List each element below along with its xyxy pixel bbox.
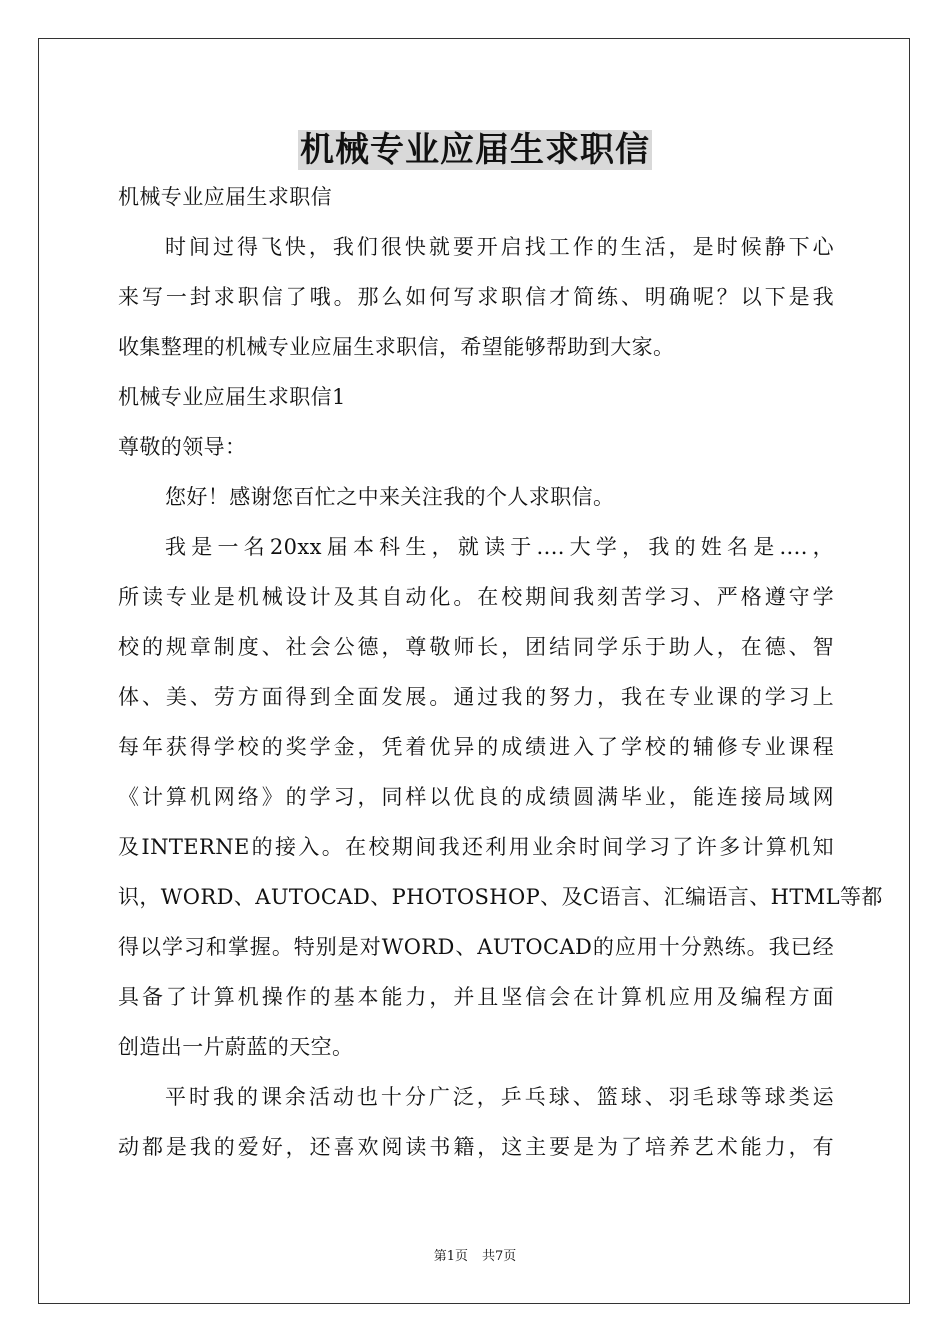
intro-line: 时间过得飞快，我们很快就要开启找工作的生活，是时候静下心 bbox=[165, 235, 834, 259]
paragraph-line: 平时我的课余活动也十分广泛，乒乓球、篮球、羽毛球等球类运 bbox=[165, 1085, 834, 1109]
document-title-text: 机械专业应届生求职信 bbox=[300, 130, 650, 170]
paragraph-line: 所读专业是机械设计及其自动化。在校期间我刻苦学习、严格遵守学 bbox=[118, 585, 834, 609]
intro-line: 收集整理的机械专业应届生求职信，希望能够帮助到大家。 bbox=[118, 335, 675, 359]
page-number: 第1页 bbox=[433, 1249, 468, 1264]
paragraph-line: 我是一名20xx届本科生，就读于....大学，我的姓名是....， bbox=[165, 535, 834, 559]
salutation: 尊敬的领导： bbox=[118, 435, 247, 459]
document-body bbox=[118, 172, 883, 1172]
section-heading: 机械专业应届生求职信1 bbox=[118, 385, 346, 409]
greeting-line: 您好！感谢您百忙之中来关注我的个人求职信。 bbox=[165, 485, 615, 509]
paragraph-line: 动都是我的爱好，还喜欢阅读书籍，这主要是为了培养艺术能力，有 bbox=[118, 1135, 834, 1159]
paragraph-line: 校的规章制度、社会公德，尊敬师长，团结同学乐于助人，在德、智 bbox=[118, 635, 834, 659]
paragraph-line: 得以学习和掌握。特别是对WORD、AUTOCAD的应用十分熟练。我已经 bbox=[118, 935, 834, 959]
paragraph-line: 及INTERNE的接入。在校期间我还利用业余时间学习了许多计算机知 bbox=[118, 835, 834, 859]
page-total: 共7页 bbox=[482, 1249, 517, 1264]
paragraph-line: 体、美、劳方面得到全面发展。通过我的努力，我在专业课的学习上 bbox=[118, 685, 834, 709]
page-footer bbox=[0, 1248, 950, 1266]
paragraph-line: 每年获得学校的奖学金，凭着优异的成绩进入了学校的辅修专业课程 bbox=[118, 735, 834, 759]
paragraph-line: 创造出一片蔚蓝的天空。 bbox=[118, 1035, 354, 1059]
intro-line: 来写一封求职信了哦。那么如何写求职信才简练、明确呢？以下是我 bbox=[118, 285, 834, 309]
paragraph-line: 《计算机网络》的学习，同样以优良的成绩圆满毕业，能连接局域网 bbox=[118, 785, 834, 809]
subtitle-line: 机械专业应届生求职信 bbox=[118, 185, 332, 209]
paragraph-line: 识，WORD、AUTOCAD、PHOTOSHOP、及C语言、汇编语言、HTML等都 bbox=[118, 885, 883, 909]
paragraph-line: 具备了计算机操作的基本能力，并且坚信会在计算机应用及编程方面 bbox=[118, 985, 834, 1009]
document-title bbox=[0, 122, 950, 178]
